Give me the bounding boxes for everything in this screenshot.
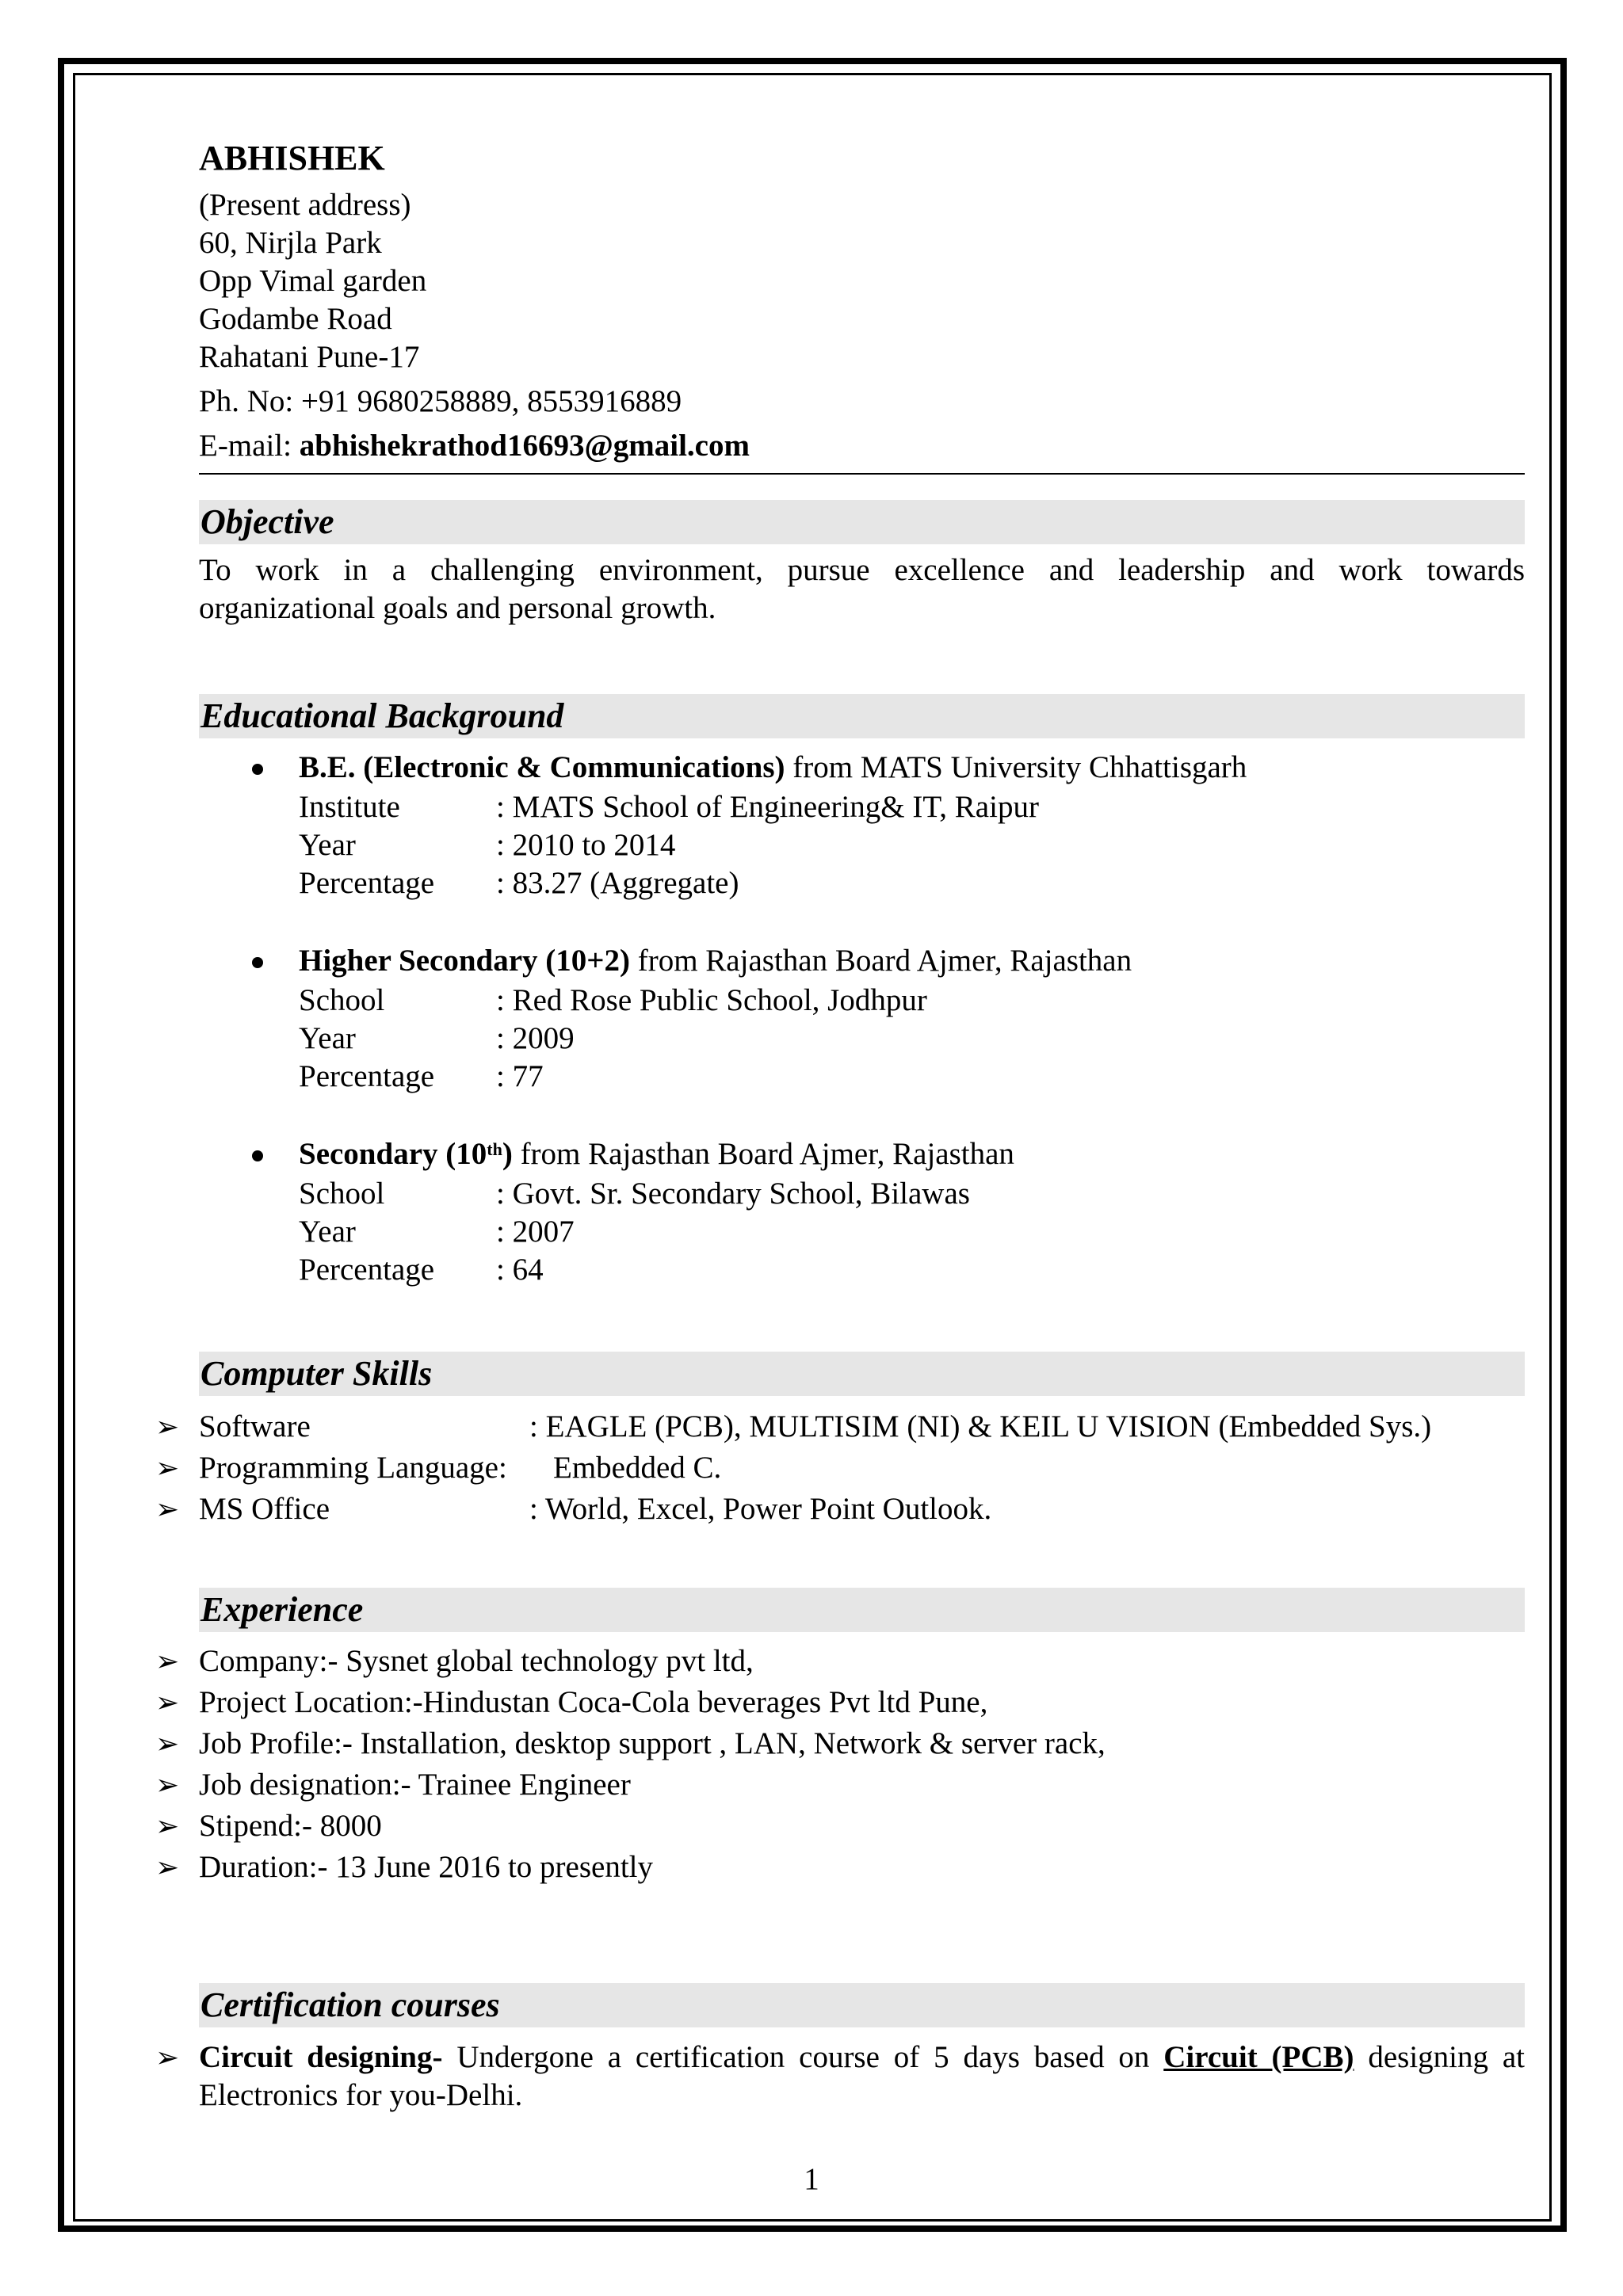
- section-heading: Objective: [200, 502, 334, 541]
- education-label: Year: [299, 1215, 356, 1249]
- arrow-bullet-icon: ➢: [155, 2042, 180, 2073]
- education-label: Institute: [299, 790, 400, 824]
- education-label: Percentage: [299, 1059, 435, 1093]
- page-border-shadow-bottom: [62, 2228, 1566, 2230]
- experience-item: Project Location:-Hindustan Coca-Cola beverages Pvt ltd Pune,: [199, 1685, 988, 1719]
- education-value: : Govt. Sr. Secondary School, Bilawas: [496, 1177, 970, 1211]
- education-value: : 64: [496, 1253, 544, 1287]
- arrow-bullet-icon: ➢: [155, 1646, 180, 1677]
- section-certification: [199, 1983, 1525, 2027]
- experience-item: Job designation:- Trainee Engineer: [199, 1768, 631, 1802]
- education-value: : 83.27 (Aggregate): [496, 866, 739, 900]
- skill-value: Embedded C.: [553, 1451, 722, 1485]
- address-line: 60, Nirjla Park: [199, 226, 382, 260]
- arrow-bullet-icon: ➢: [155, 1452, 180, 1484]
- objective-text-line: organizational goals and personal growth.: [199, 591, 716, 625]
- skill-label: Programming Language:: [199, 1451, 507, 1485]
- section-computer-skills: [199, 1352, 1525, 1396]
- address-line: Godambe Road: [199, 302, 392, 336]
- arrow-bullet-icon: ➢: [155, 1810, 180, 1842]
- objective-text-line: To work in a challenging environment, pursue excellence and leadership and work towards: [199, 553, 1525, 587]
- address-line: (Present address): [199, 188, 411, 222]
- candidate-name: ABHISHEK: [199, 139, 385, 177]
- section-heading: Computer Skills: [200, 1354, 433, 1393]
- skill-value: : EAGLE (PCB), MULTISIM (NI) & KEIL U VISION (Embedded Sys.): [529, 1409, 1432, 1444]
- education-value: : Red Rose Public School, Jodhpur: [496, 983, 927, 1017]
- section-experience: [199, 1588, 1525, 1632]
- arrow-bullet-icon: ➢: [155, 1852, 180, 1883]
- header-divider: [199, 473, 1525, 475]
- education-value: : MATS School of Engineering& IT, Raipur: [496, 790, 1039, 824]
- arrow-bullet-icon: ➢: [155, 1728, 180, 1760]
- skill-label: Software: [199, 1409, 311, 1444]
- education-value: : 2007: [496, 1215, 575, 1249]
- address-line: Opp Vimal garden: [199, 264, 427, 298]
- education-label: Percentage: [299, 866, 435, 900]
- arrow-bullet-icon: ➢: [155, 1687, 180, 1718]
- education-label: Percentage: [299, 1253, 435, 1287]
- email-line: [199, 428, 750, 465]
- arrow-bullet-icon: ➢: [155, 1493, 180, 1525]
- bullet-icon: [252, 1150, 263, 1161]
- arrow-bullet-icon: ➢: [155, 1769, 180, 1801]
- education-label: School: [299, 983, 385, 1017]
- page-border-shadow-right: [1562, 62, 1564, 2231]
- education-value: : 77: [496, 1059, 544, 1093]
- experience-item: Job Profile:- Installation, desktop support , LAN, Network & server rack,: [199, 1726, 1106, 1760]
- section-objective: [199, 500, 1525, 544]
- section-education: [199, 694, 1525, 738]
- page-number: 1: [804, 2162, 819, 2196]
- certification-text-line: Electronics for you-Delhi.: [199, 2078, 523, 2112]
- arrow-bullet-icon: ➢: [155, 1411, 180, 1443]
- certification-text-line: Circuit designing- Undergone a certification course of 5 days based on Circuit (PCB) designing at: [199, 2040, 1526, 2074]
- address-line: Rahatani Pune-17: [199, 340, 420, 374]
- email-address[interactable]: abhishekrathod16693@gmail.com: [299, 429, 750, 463]
- section-heading: Certification courses: [200, 1985, 500, 2024]
- email-label: E-mail:: [199, 429, 300, 463]
- education-label: Year: [299, 828, 356, 862]
- experience-item: Stipend:- 8000: [199, 1809, 382, 1843]
- education-value: : 2010 to 2014: [496, 828, 676, 862]
- bullet-icon: [252, 764, 263, 775]
- experience-item: Company:- Sysnet global technology pvt ltd,: [199, 1644, 754, 1678]
- education-degree: Higher Secondary (10+2) from Rajasthan Board Ajmer, Rajasthan: [299, 944, 1132, 978]
- education-label: Year: [299, 1021, 356, 1055]
- phone-number: Ph. No: +91 9680258889, 8553916889: [199, 384, 682, 418]
- education-label: School: [299, 1177, 385, 1211]
- experience-item: Duration:- 13 June 2016 to presently: [199, 1850, 653, 1884]
- education-degree: B.E. (Electronic & Communications) from MATS University Chhattisgarh: [299, 750, 1247, 784]
- skill-label: MS Office: [199, 1492, 330, 1526]
- skill-value: : World, Excel, Power Point Outlook.: [529, 1492, 992, 1526]
- bullet-icon: [252, 957, 263, 968]
- section-heading: Experience: [200, 1590, 364, 1629]
- section-heading: Educational Background: [200, 696, 564, 735]
- education-value: : 2009: [496, 1021, 575, 1055]
- education-degree: Secondary (10th) from Rajasthan Board Ajmer, Rajasthan: [299, 1137, 1014, 1171]
